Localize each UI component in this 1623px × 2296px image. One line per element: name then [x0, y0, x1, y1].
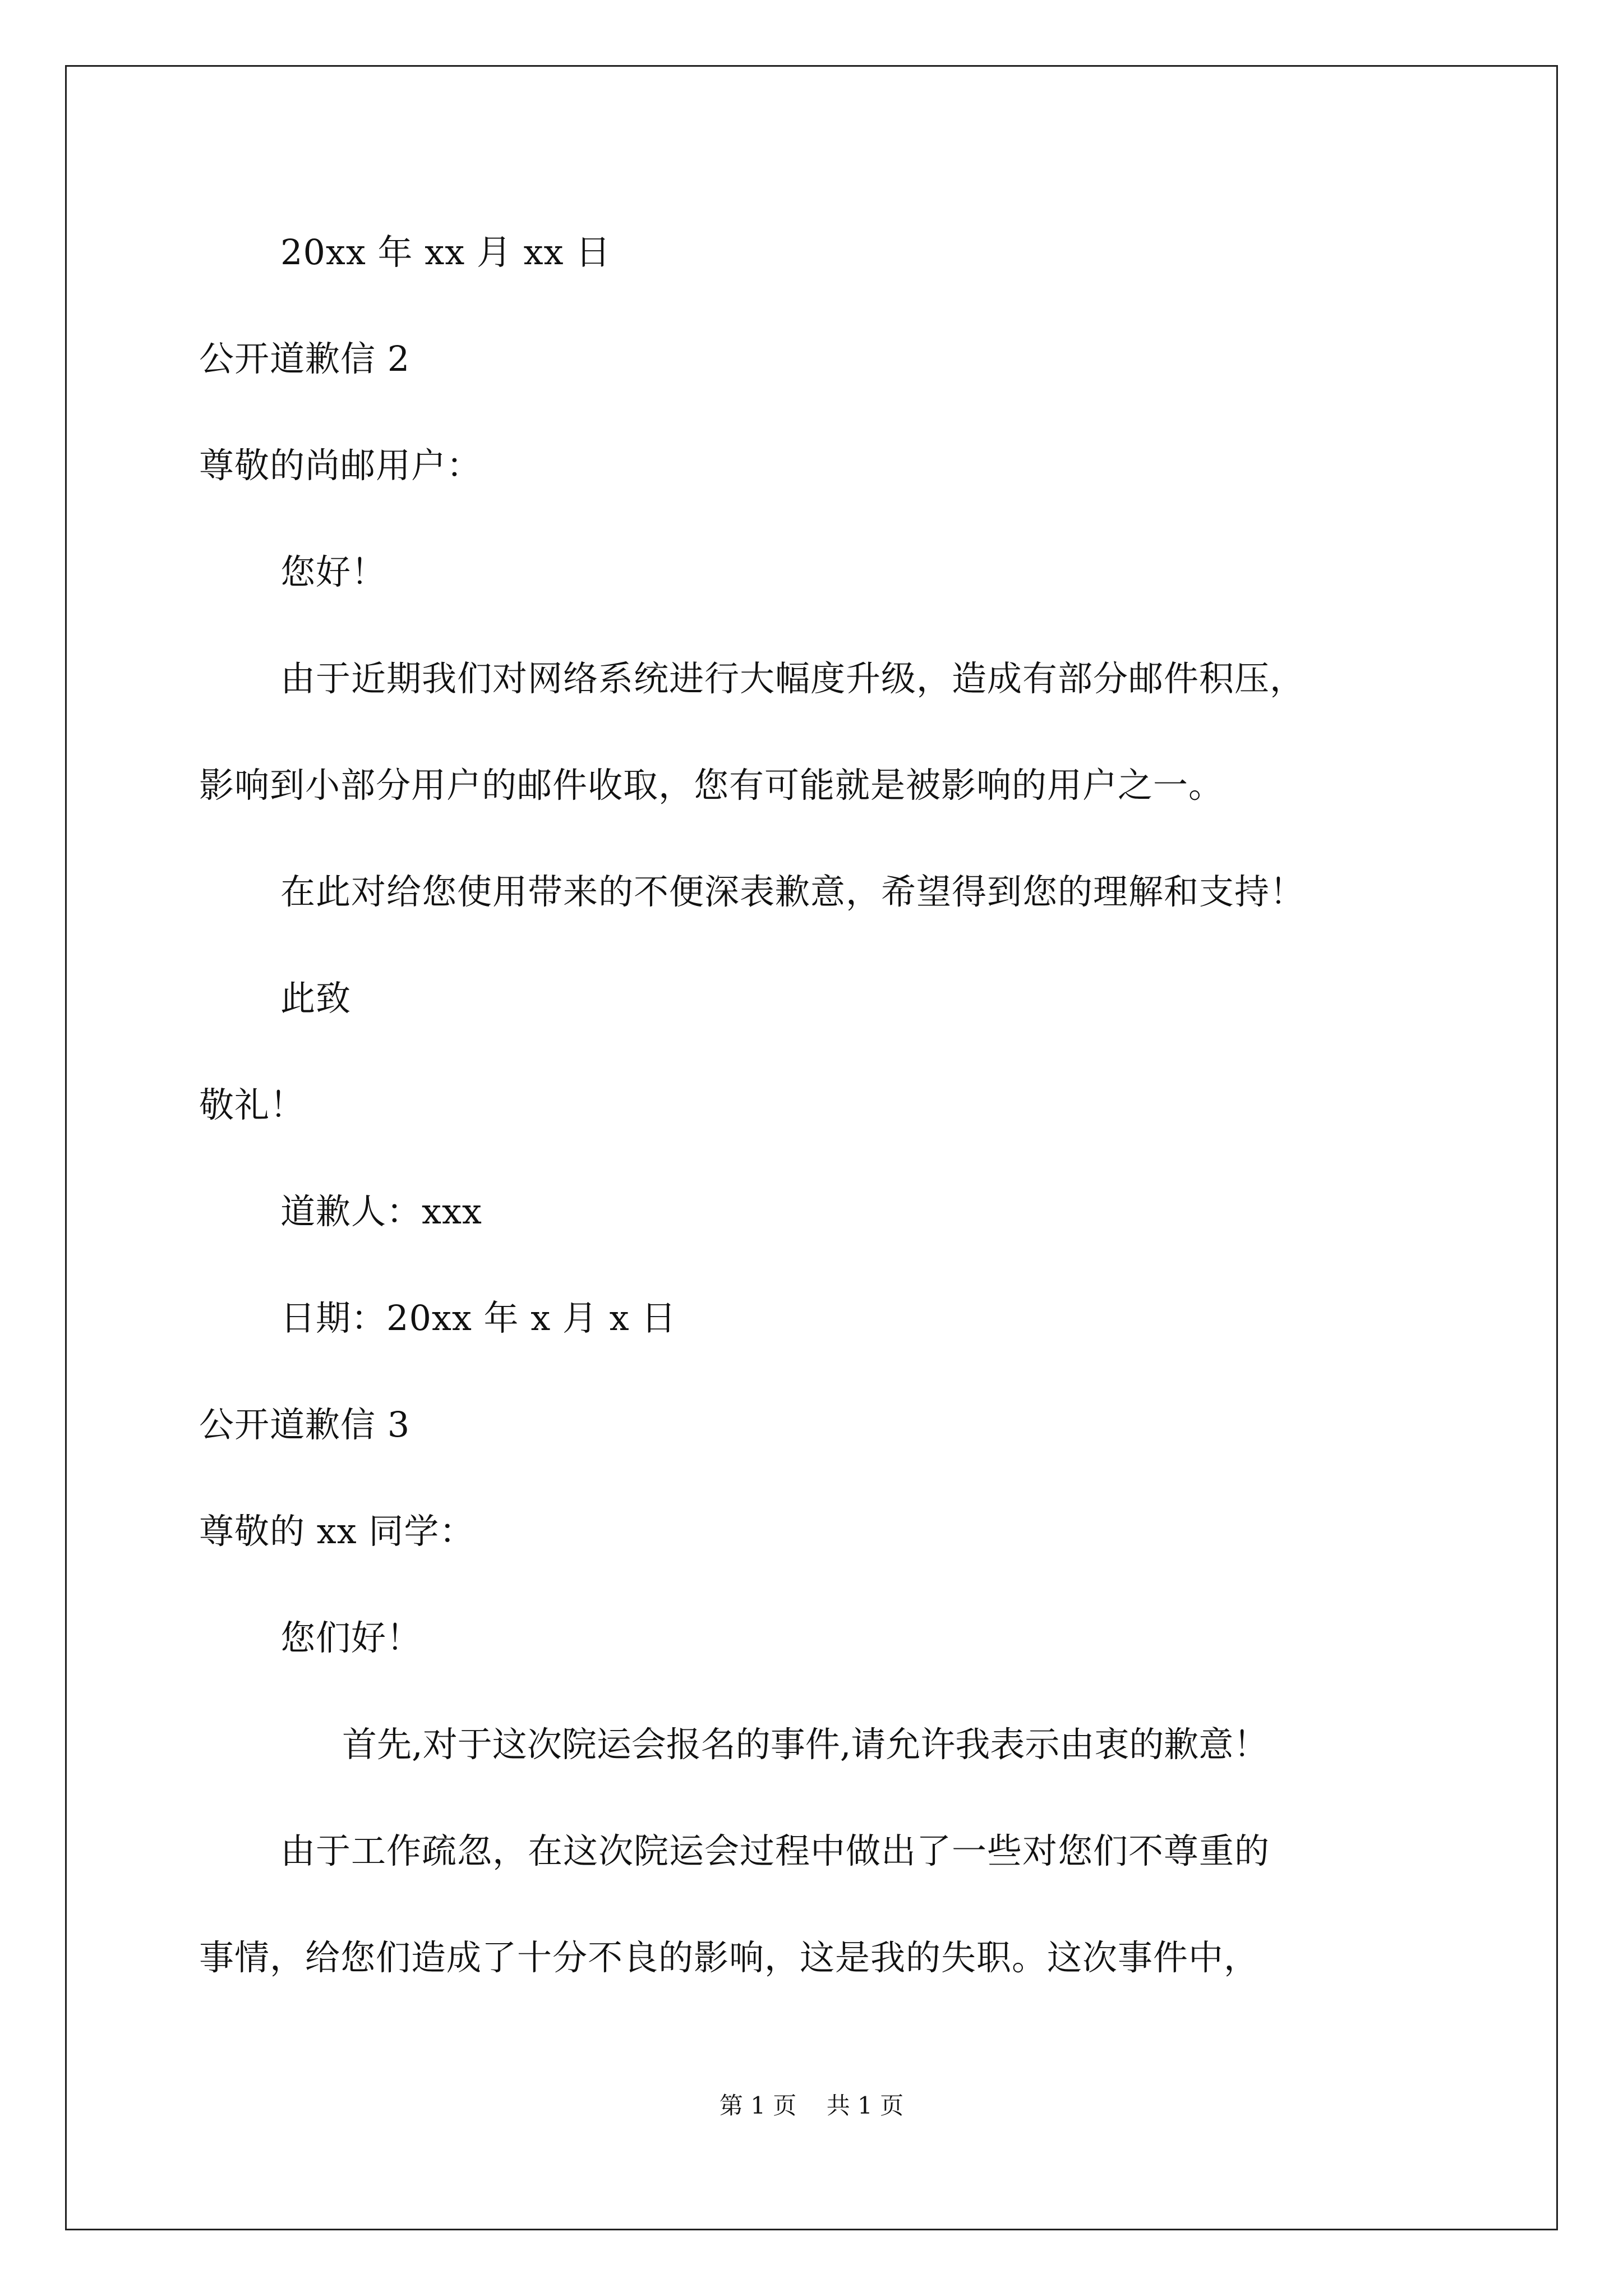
letter-2-body-line: 影响到小部分用户的邮件收取，您有可能就是被影响的用户之一。: [199, 765, 1224, 806]
letter-2-heading: 公开道歉信 2: [199, 338, 411, 379]
date-line: 20xx 年 xx 月 xx 日: [280, 232, 611, 273]
letter-2-salutation: 尊敬的尚邮用户：: [199, 445, 482, 486]
page-number-footer: 第 1 页 共 1 页: [719, 2092, 904, 2119]
regards-line: 敬礼！: [199, 1084, 306, 1125]
letter-3-greeting: 您们好！: [280, 1617, 422, 1658]
letter-3-body-line: 由于工作疏忽，在这次院运会过程中做出了一些对您们不尊重的: [280, 1830, 1270, 1871]
letter-3-salutation: 尊敬的 xx 同学：: [199, 1511, 475, 1552]
signature-date: 日期：20xx 年 x 月 x 日: [280, 1297, 677, 1338]
letter-2-body-line: 在此对给您使用带来的不便深表歉意，希望得到您的理解和支持！: [280, 871, 1306, 912]
page-border: [65, 65, 1558, 2230]
letter-3-heading: 公开道歉信 3: [199, 1404, 411, 1445]
letter-3-body-line: 事情，给您们造成了十分不良的影响，这是我的失职。这次事件中，: [199, 1937, 1260, 1978]
letter-2-greeting: 您好！: [280, 551, 387, 592]
signer-line: 道歉人：xxx: [280, 1191, 482, 1232]
letter-3-body-line: 首先,对于这次院运会报名的事件,请允许我表示由衷的歉意！: [342, 1724, 1269, 1765]
letter-2-body-line: 由于近期我们对网络系统进行大幅度升级，造成有部分邮件积压，: [280, 658, 1306, 699]
closing-line: 此致: [280, 978, 352, 1019]
